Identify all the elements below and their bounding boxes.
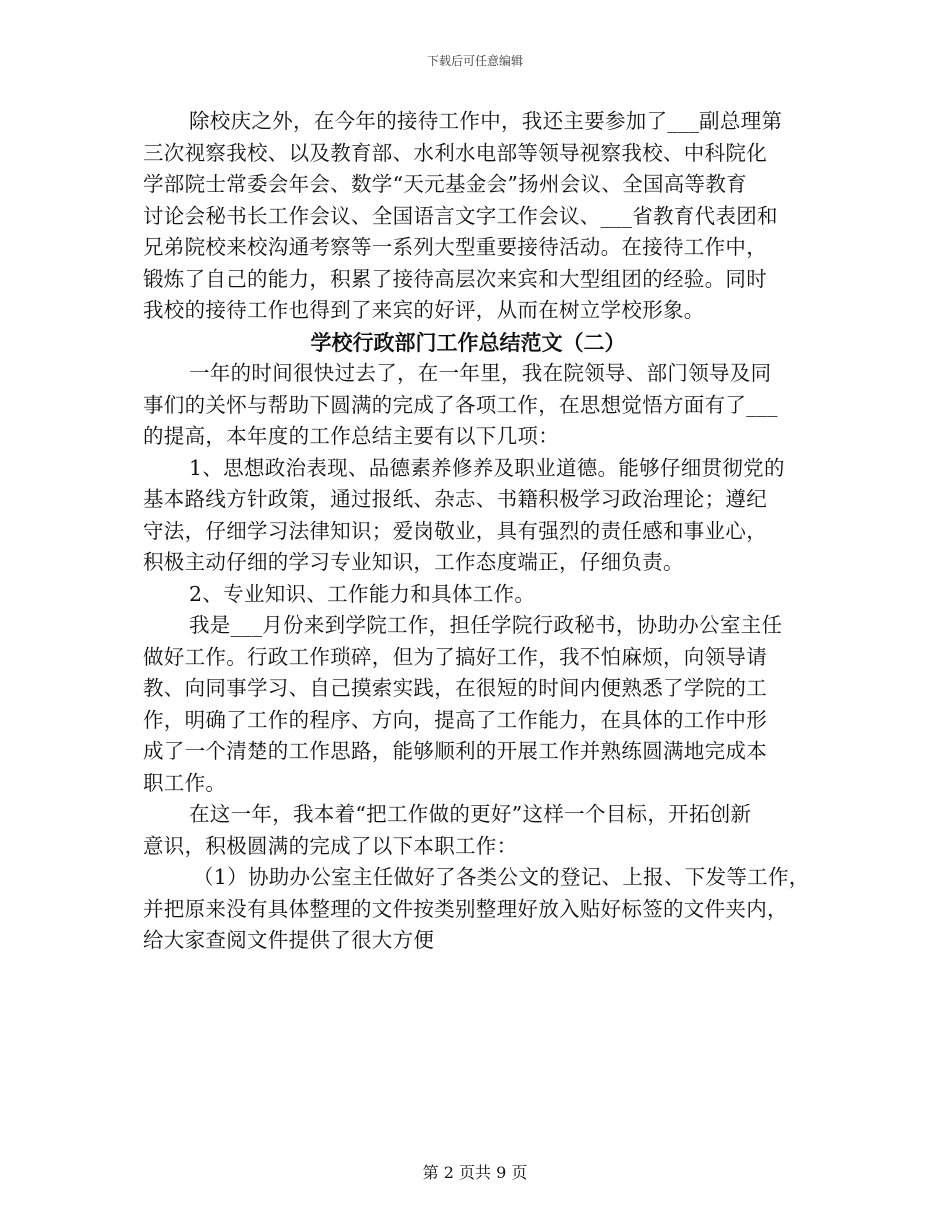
text-line: 给大家查阅文件提供了很大方便 xyxy=(143,928,435,952)
page-footer: 第 2 页共 9 页 xyxy=(422,1163,528,1182)
text-line: 讨论会秘书长工作会议、全国语言文字工作会议、___省教育代表团和 xyxy=(143,203,778,228)
text-line: 一年的时间很快过去了，在一年里，我在院领导、部门领导及同 xyxy=(189,361,772,385)
text-line: 职工作。 xyxy=(143,770,227,795)
text-line: 守法，仔细学习法律知识；爱岗敬业，具有强烈的责任感和事业心， xyxy=(143,518,767,543)
text-line: 积极主动仔细的学习专业知识，工作态度端正，仔细负责。 xyxy=(143,550,684,574)
text-line: 的提高，本年度的工作总结主要有以下几项： xyxy=(143,424,559,448)
document-body xyxy=(143,106,823,957)
text-line: 我校的接待工作也得到了来宾的好评，从而在树立学校形象。 xyxy=(143,298,705,322)
text-line: 做好工作。行政工作琐碎，但为了搞好工作，我不怕麻烦，向领导请 xyxy=(143,644,767,669)
text-line: 除校庆之外，在今年的接待工作中，我还主要参加了___副总理第 xyxy=(189,109,783,133)
text-line: 教、向同事学习、自己摸索实践，在很短的时间内便熟悉了学院的工 xyxy=(143,676,767,700)
text-line: 学部院士常委会年会、数学“天元基金会”扬州会议、全国高等教育 xyxy=(143,172,747,196)
text-line: 2、专业知识、工作能力和具体工作。 xyxy=(189,581,536,606)
text-line: 1、思想政治表现、品德素养修养及职业道德。能够仔细贯彻党的 xyxy=(189,455,785,480)
text-line: 我是___月份来到学院工作，担任学院行政秘书，协助办公室主任 xyxy=(189,613,783,637)
section-title: 学校行政部门工作总结范文（二） xyxy=(310,329,626,355)
text-line: 并把原来没有具体整理的文件按类别整理好放入贴好标签的文件夹内， xyxy=(143,896,788,921)
text-line: 事们的关怀与帮助下圆满的完成了各项工作，在思想觉悟方面有了___ xyxy=(143,392,778,417)
text-line: 锻炼了自己的能力，积累了接待高层次来宾和大型组团的经验。同时 xyxy=(143,266,767,291)
text-line: 在这一年，我本着“把工作做的更好”这样一个目标，开拓创新 xyxy=(189,802,752,826)
text-line: 基本路线方针政策，通过报纸、杂志、书籍积极学习政治理论；遵纪 xyxy=(143,487,767,511)
text-line: 意识，积极圆满的完成了以下本职工作： xyxy=(143,833,518,858)
text-line: （1）协助办公室主任做好了各类公文的登记、上报、下发等工作， xyxy=(193,865,810,889)
page-header: 下载后可任意编辑 xyxy=(426,54,523,68)
text-line: 成了一个清楚的工作思路，能够顺利的开展工作并熟练圆满地完成本 xyxy=(143,739,767,763)
text-line: 三次视察我校、以及教育部、水利水电部等领导视察我校、中科院化 xyxy=(143,140,767,165)
text-line: 兄弟院校来校沟通考察等一系列大型重要接待活动。在接待工作中， xyxy=(143,235,767,259)
text-line: 作，明确了工作的程序、方向，提高了工作能力，在具体的工作中形 xyxy=(143,707,767,732)
